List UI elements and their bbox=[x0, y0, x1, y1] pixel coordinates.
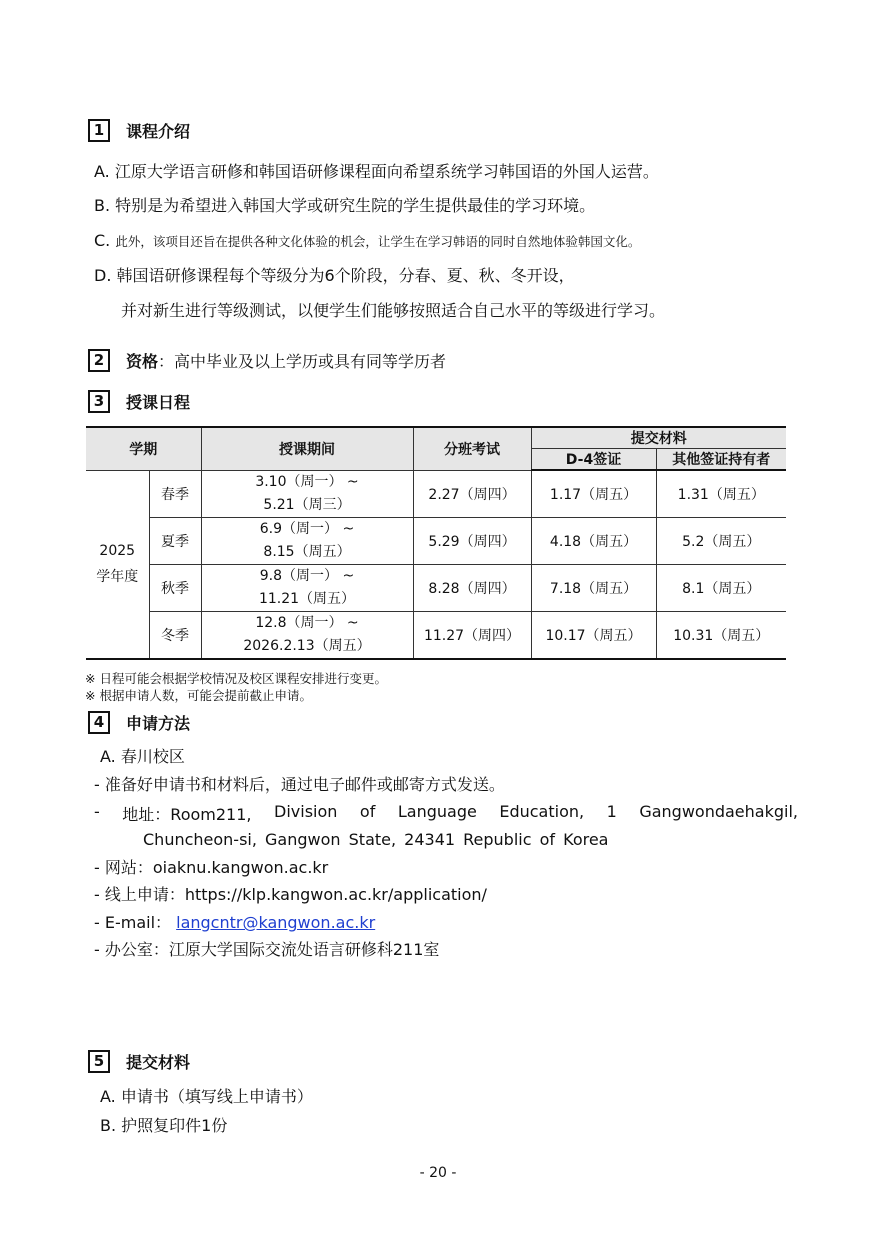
period-cell: 3.10（周一） ~ 5.21（周三） bbox=[201, 470, 413, 517]
season-cell: 冬季 bbox=[149, 611, 201, 659]
section-title: 授课日程 bbox=[126, 392, 191, 412]
header-period: 授课期间 bbox=[201, 427, 413, 470]
header-submit: 提交材料 bbox=[531, 427, 786, 449]
address-line: - 地址：Room211, Division of Language Education, 1 Gangwondaehakgil, bbox=[94, 802, 798, 824]
section-number-box: 1 bbox=[88, 119, 110, 142]
list-item: D. 韩国语研修课程每个等级分为6个阶段，分春、夏、秋、冬开设， bbox=[94, 266, 575, 285]
other-cell: 8.1（周五） bbox=[656, 564, 786, 611]
section-title: 申请方法 bbox=[126, 713, 191, 733]
d4-cell: 7.18（周五） bbox=[531, 564, 656, 611]
email-line: - E-mail： langcntr@kangwon.ac.kr bbox=[94, 913, 376, 932]
d4-cell: 4.18（周五） bbox=[531, 517, 656, 564]
header-d4: D-4签证 bbox=[531, 449, 656, 471]
section-number-box: 3 bbox=[88, 390, 110, 413]
season-cell: 秋季 bbox=[149, 564, 201, 611]
period-cell: 9.8（周一） ~ 11.21（周五） bbox=[201, 564, 413, 611]
page-number: - 20 - bbox=[419, 1165, 457, 1181]
placement-cell: 2.27（周四） bbox=[413, 470, 531, 517]
d4-cell: 1.17（周五） bbox=[531, 470, 656, 517]
section-title: 课程介绍 bbox=[126, 121, 191, 141]
list-item: B. 护照复印件1份 bbox=[100, 1116, 228, 1135]
list-item: A. 申请书（填写线上申请书） bbox=[100, 1087, 313, 1106]
section-number-box: 2 bbox=[88, 349, 110, 372]
office-line: - 办公室：江原大学国际交流处语言研修科211室 bbox=[94, 940, 440, 959]
header-placement: 分班考试 bbox=[413, 427, 531, 470]
other-cell: 5.2（周五） bbox=[656, 517, 786, 564]
placement-cell: 8.28（周四） bbox=[413, 564, 531, 611]
table-row bbox=[86, 611, 786, 659]
address-line-2: Chuncheon-si, Gangwon State, 24341 Republic of Korea bbox=[143, 830, 609, 849]
d4-cell: 10.17（周五） bbox=[531, 611, 656, 659]
section-2-heading bbox=[88, 348, 446, 372]
section-3-heading bbox=[88, 389, 190, 413]
section-inline-text: ：高中毕业及以上学历或具有同等学历者 bbox=[158, 351, 447, 371]
schedule-note: ※ 根据申请人数，可能会提前截止申请。 bbox=[85, 688, 312, 703]
list-item: C. 此外，该项目还旨在提供各种文化体验的机会，让学生在学习韩语的同时自然地体验韩国文化。 bbox=[94, 231, 641, 250]
section-title: 提交材料 bbox=[126, 1052, 191, 1072]
section-1-heading bbox=[88, 118, 190, 142]
section-number-box: 4 bbox=[88, 711, 110, 734]
website-line: - 网站：oiaknu.kangwon.ac.kr bbox=[94, 858, 329, 877]
schedule-note: ※ 日程可能会根据学校情况及校区课程安排进行变更。 bbox=[85, 671, 387, 686]
list-item: A. 江原大学语言研修和韩国语研修课程面向希望系统学习韩国语的外国人运营。 bbox=[94, 162, 659, 181]
period-cell: 12.8（周一） ~ 2026.2.13（周五） bbox=[201, 611, 413, 659]
prepare-line: - 准备好申请书和材料后，通过电子邮件或邮寄方式发送。 bbox=[94, 775, 505, 794]
section-number-box: 5 bbox=[88, 1050, 110, 1073]
other-cell: 10.31（周五） bbox=[656, 611, 786, 659]
other-cell: 1.31（周五） bbox=[656, 470, 786, 517]
online-apply-line: - 线上申请：https://klp.kangwon.ac.kr/application/ bbox=[94, 885, 487, 904]
list-item-continuation: 并对新生进行等级测试，以便学生们能够按照适合自己水平的等级进行学习。 bbox=[121, 301, 666, 320]
section-4-heading bbox=[88, 710, 190, 734]
placement-cell: 5.29（周四） bbox=[413, 517, 531, 564]
season-cell: 夏季 bbox=[149, 517, 201, 564]
section-5-heading bbox=[88, 1049, 190, 1073]
year-cell: 2025 学年度 bbox=[86, 470, 149, 659]
season-cell: 春季 bbox=[149, 470, 201, 517]
header-term: 学期 bbox=[86, 427, 201, 470]
schedule-table bbox=[86, 426, 786, 660]
table-row bbox=[86, 470, 786, 517]
list-item: B. 特别是为希望进入韩国大学或研究生院的学生提供最佳的学习环境。 bbox=[94, 196, 596, 215]
table-row bbox=[86, 517, 786, 564]
placement-cell: 11.27（周四） bbox=[413, 611, 531, 659]
section-title: 资格 bbox=[126, 351, 159, 371]
campus-label: A. 春川校区 bbox=[100, 747, 185, 766]
table-row bbox=[86, 564, 786, 611]
email-link[interactable]: langcntr@kangwon.ac.kr bbox=[176, 913, 376, 932]
period-cell: 6.9（周一） ~ 8.15（周五） bbox=[201, 517, 413, 564]
header-other: 其他签证持有者 bbox=[656, 449, 786, 471]
